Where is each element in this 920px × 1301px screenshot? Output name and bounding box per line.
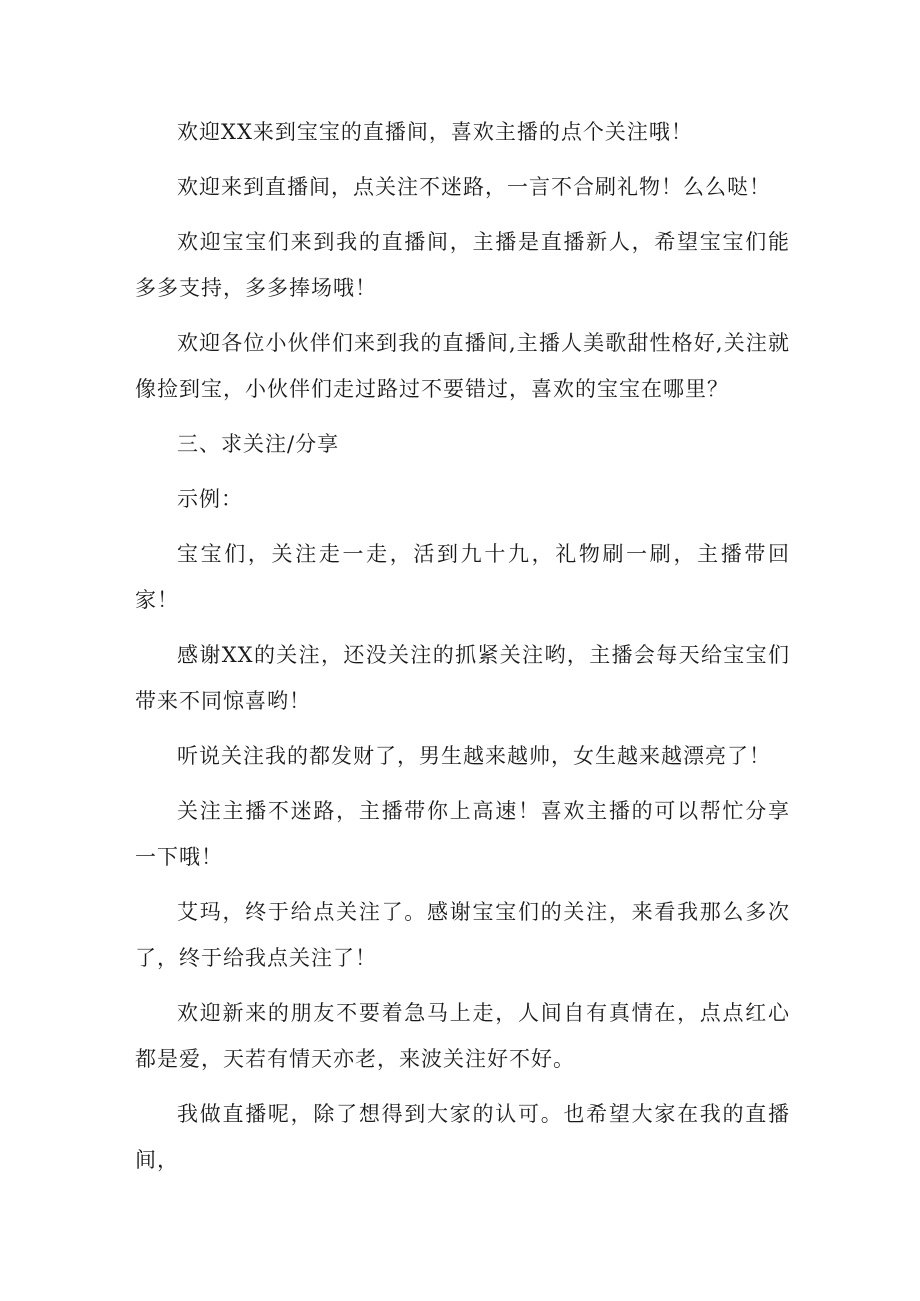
- paragraph-example-5: 艾玛，终于给点关注了。感谢宝宝们的关注，来看我那么多次了，终于给我点关注了！: [135, 900, 790, 970]
- example-label: 示例：: [177, 487, 243, 511]
- document-body: [135, 109, 790, 1192]
- paragraph-example-1: 宝宝们，关注走一走，活到九十九，礼物刷一刷，主播带回家！: [135, 542, 790, 612]
- paragraph-welcome-friends: 欢迎各位小伙伴们来到我的直播间,主播人美歌甜性格好,关注就像捡到宝，小伙伴们走过路过不要错过，喜欢的宝宝在哪里？: [135, 331, 790, 401]
- paragraph-example-6: 欢迎新来的朋友不要着急马上走，人间自有真情在，点点红心都是爱，天若有情天亦老，来波关注好不好。: [135, 1001, 790, 1071]
- section-heading-follow-share: 三、求关注/分享: [177, 432, 340, 456]
- paragraph-example-7: 我做直播呢，除了想得到大家的认可。也希望大家在我的直播间，: [135, 1102, 790, 1172]
- paragraph-welcome-xx: 欢迎XX来到宝宝的直播间，喜欢主播的点个关注哦！: [177, 120, 693, 144]
- paragraph-example-2: 感谢XX的关注，还没关注的抓紧关注哟，主播会每天给宝宝们带来不同惊喜哟！: [135, 643, 790, 713]
- paragraph-welcome-newbie: 欢迎宝宝们来到我的直播间，主播是直播新人，希望宝宝们能多多支持，多多捧场哦！: [135, 230, 790, 300]
- paragraph-example-3: 听说关注我的都发财了，男生越来越帅，女生越来越漂亮了！: [177, 744, 771, 768]
- paragraph-example-4: 关注主播不迷路，主播带你上高速！喜欢主播的可以帮忙分享一下哦！: [135, 799, 790, 869]
- paragraph-welcome-gift: 欢迎来到直播间，点关注不迷路，一言不合刷礼物！么么哒！: [177, 175, 771, 199]
